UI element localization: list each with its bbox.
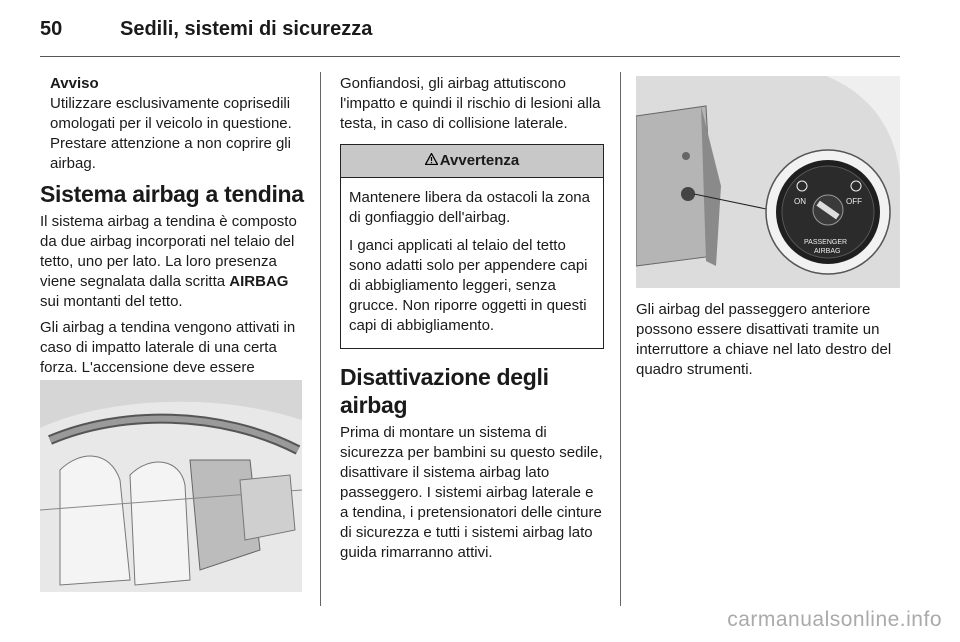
warning-title: Avvertenza [439,152,520,169]
column-divider [620,72,621,606]
note-box [40,74,308,174]
paragraph: Gli airbag a tendina vengono attivati in caso di impatto laterale di una certa forza. L'accensione deve essere [40,319,296,376]
column-2 [340,74,604,569]
section-heading-deactivation: Disattivazione degli airbag [340,364,549,418]
warning-triangle-icon [425,151,438,171]
warning-text: I ganci applicati al telaio del tetto sono adatti solo per appendere capi di abbigliamento leggeri, senza grucce. Non riporre oggetti in questi capi di abbigliamento. [349,237,588,334]
switch-off-label: OFF [846,197,862,206]
paragraph-text: Il sistema airbag a tendina è composto da due airbag incorporati nel telaio del tetto, uno per lato. La loro presenza viene segnalata dalla scritta [40,213,297,290]
paragraph: Prima di montare un sistema di sicurezza per bambini su questo sedile, disattivare il sistema airbag lato passeggero. I sistemi airbag laterale e a tendina, i pretensionatori delle cinture di sicurezza e tutti i sistemi airbag lato guida rimarranno attivi. [340,424,603,561]
note-text: Utilizzare esclusivamente coprisedili omologati per il veicolo in questione. Prestare attenzione a non coprire gli airbag. [50,95,292,172]
warning-body [341,178,603,348]
caption: Gli airbag del passeggero anteriore possono essere disattivati tramite un interruttore a chiave nel lato destro del quadro strumenti. [636,301,892,378]
passenger-airbag-switch-illustration [636,76,900,288]
page-header [40,18,900,58]
warning-text: Mantenere libera da ostacoli la zona di gonfiaggio dell'airbag. [349,189,590,226]
column-3-text [636,300,902,380]
warning-box [340,144,604,349]
note-title: Avviso [50,75,99,92]
airbag-keyword: AIRBAG [229,273,289,290]
page-number: 50 [40,18,63,40]
car-interior-drawing [40,380,302,592]
curtain-airbag-illustration [40,380,302,592]
paragraph-tail: sui montanti del tetto. [40,293,183,310]
section-heading-curtain-airbag: Sistema airbag a tendina [40,181,304,207]
paragraph: Gonfiandosi, gli airbag attutiscono l'impatto e quindi il rischio di lesioni alla testa, in caso di collisione laterale. [340,75,601,132]
paragraph [40,212,308,312]
switch-label-line1: PASSENGER [804,239,848,246]
warning-header [341,145,603,178]
page-title: Sedili, sistemi di sicurezza [120,18,373,40]
column-divider [320,72,321,606]
switch-on-label: ON [794,197,806,206]
header-divider [40,56,900,57]
watermark: carmanualsonline.info [727,608,942,631]
column-1 [40,74,308,404]
switch-label-line2: AIRBAG [814,248,841,255]
